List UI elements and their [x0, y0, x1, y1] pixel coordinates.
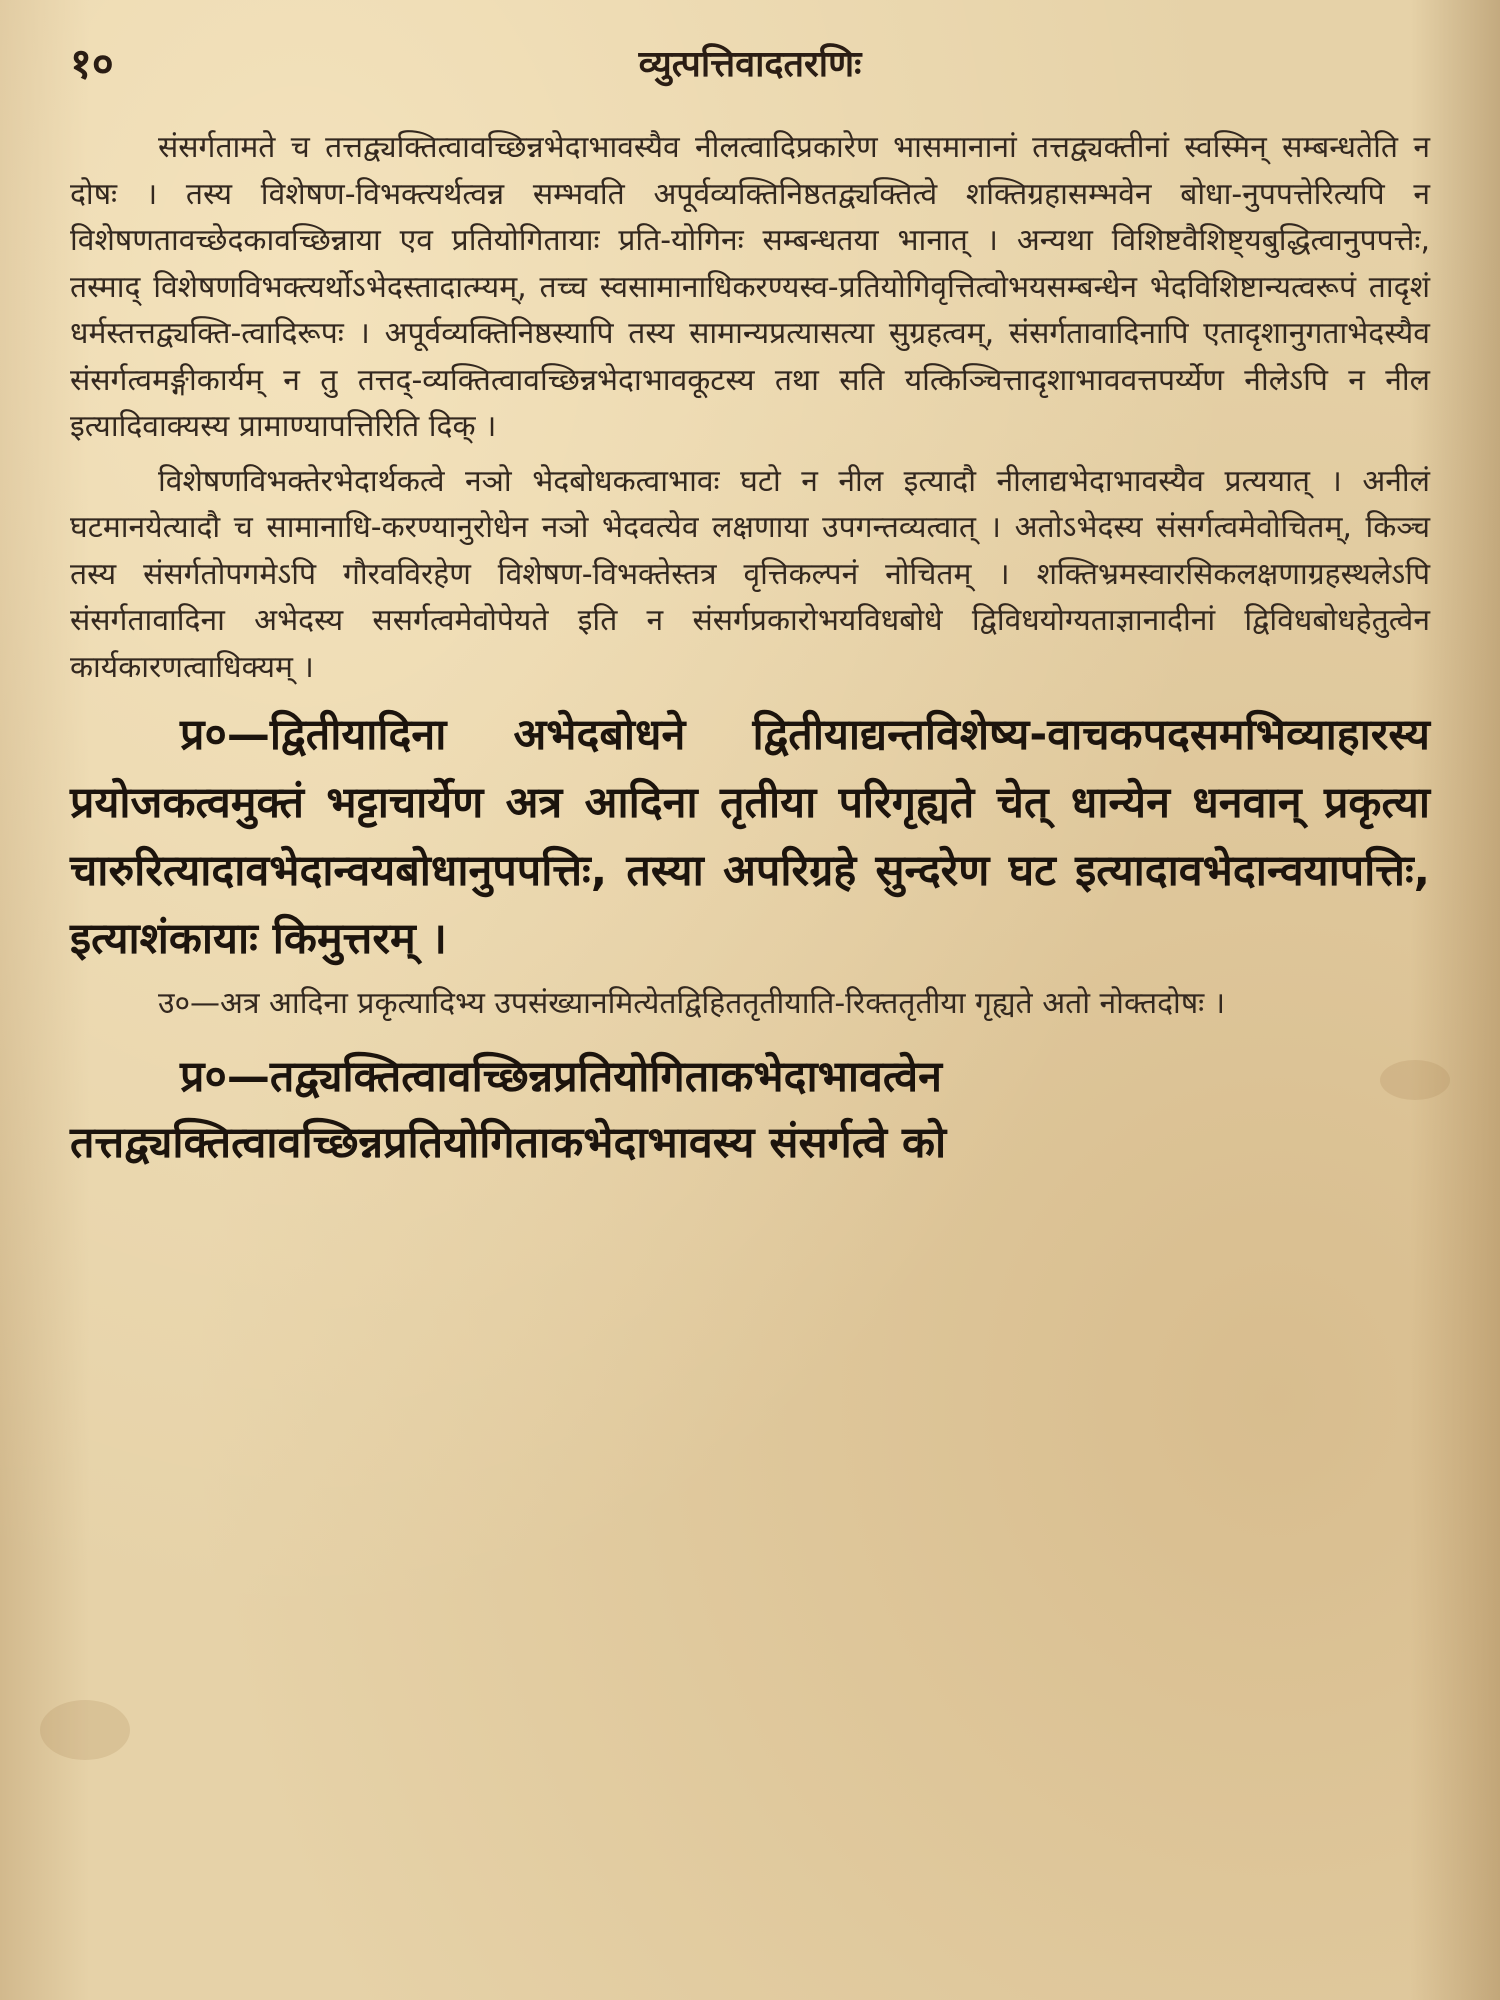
- paragraph: विशेषणविभक्तेरभेदार्थकत्वे नञो भेदबोधकत्वाभावः घटो न नील इत्यादौ नीलाद्यभेदाभावस्यैव प्रत्ययात् । अनीलं घटमानयेत्यादौ च सामानाधि-करण्यानुरोधेन नञो भेदवत्येव लक्षणाया उपगन्तव्यत्वात् । अतोऽभेदस्य संसर्गत्वमेवोचितम्, किञ्च तस्य संसर्गतोपगमेऽपि गौरवविरहेण विशेषण-विभक्तेस्तत्र वृत्तिकल्पनं नोचितम् । शक्तिभ्रमस्वारसिकलक्षणाग्रहस्थलेऽपि संसर्गतावादिना अभेदस्य ससर्गत्वमेवोपेयते इति न संसर्गप्रकारोभयविधबोधे द्विविधयोग्यताज्ञानादीनां द्विविधबोधहेतुत्वेन कार्यकारणत्वाधिक्यम् ।: [70, 463, 1430, 685]
- question-heading: प्र०—तद्व्यक्तित्वावच्छिन्नप्रतियोगिताकभेदाभावत्वेन तत्तद्व्यक्तित्वावच्छिन्नप्रतियोगिताकभेदाभावस्य संसर्गत्वे को: [70, 1051, 947, 1168]
- running-title: व्युत्पत्तिवादतरणिः: [638, 44, 862, 85]
- paper-stain: [40, 1700, 130, 1760]
- page-body: [70, 125, 1430, 1184]
- page-number: १०: [70, 39, 114, 88]
- paragraph: संसर्गतामते च तत्तद्व्यक्तित्वावच्छिन्नभेदाभावस्यैव नीलत्वादिप्रकारेण भासमानानां तत्तद्व्यक्तीनां स्वस्मिन् सम्बन्धतेति न दोषः । तस्य विशेषण-विभक्त्यर्थत्वन्न सम्भवति अपूर्वव्यक्तिनिष्ठतद्व्यक्तित्वे शक्तिग्रहासम्भवेन बोधा-नुपपत्तेरित्यपि न विशेषणतावच्छेदकावच्छिन्नाया एव प्रतियोगितायाः प्रति-योगिनः सम्बन्धतया भानात् । अन्यथा विशिष्टवैशिष्ट्यबुद्धित्वानुपपत्तेः, तस्माद् विशेषणविभक्त्यर्थोऽभेदस्तादात्म्यम्, तच्च स्वसामानाधिकरण्यस्व-प्रतियोगिवृत्तित्वोभयसम्बन्धेन भेदविशिष्टान्यत्वरूपं तादृशं धर्मस्तत्तद्व्यक्ति-त्वादिरूपः । अपूर्वव्यक्तिनिष्ठस्यापि तस्य सामान्यप्रत्यासत्या सुग्रहत्वम्, संसर्गतावादिनापि एतादृशानुगताभेदस्यैव संसर्गत्वमङ्गीकार्यम् न तु तत्तद्-व्यक्तित्वावच्छिन्नभेदाभावकूटस्य तथा सति यत्किञ्चित्तादृशाभाववत्तपर्य्येण नीलेऽपि न नील इत्यादिवाक्यस्य प्रामाण्यापत्तिरिति दिक् ।: [70, 130, 1430, 444]
- page-header: [0, 28, 1500, 98]
- answer-paragraph: उ०—अत्र आदिना प्रकृत्यादिभ्य उपसंख्यानमित्येतद्विहिततृतीयाति-रिक्ततृतीया गृह्यते अतो नोक्तदोषः ।: [158, 986, 1226, 1021]
- question-heading: प्र०—द्वितीयादिना अभेदबोधने द्वितीयाद्यन्तविशेष्य-वाचकपदसमभिव्याहारस्य प्रयोजकत्वमुक्तं भट्टाचार्येण अत्र आदिना तृतीया परिगृह्यते चेत् धान्येन धनवान् प्रकृत्या चारुरित्यादावभेदान्वयबोधानुपपत्तिः, तस्या अपरिग्रहे सुन्दरेण घट इत्यादावभेदान्वयापत्तिः, इत्याशंकायाः किमुत्तरम् ।: [70, 710, 1430, 964]
